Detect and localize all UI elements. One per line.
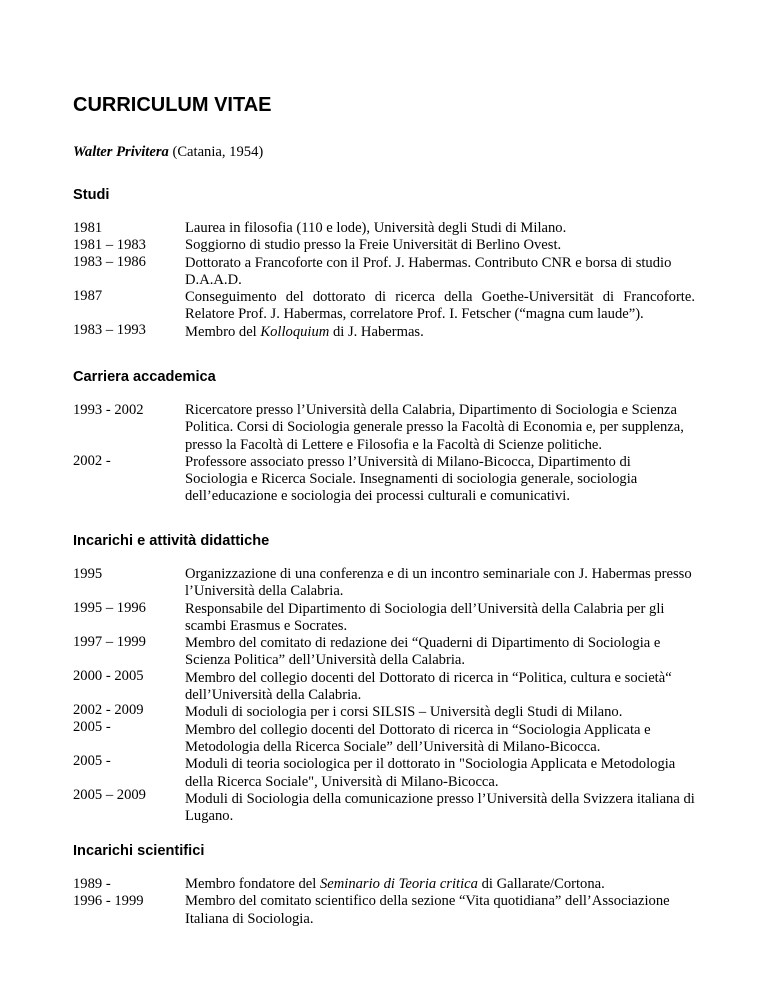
didattiche-entry: Moduli di Sociologia della comunicazione presso l’Università della Svizzera italiana di Lugano. xyxy=(185,790,695,825)
section-heading-incarichi-scientifici: Incarichi scientifici xyxy=(73,843,205,859)
didattiche-date: 2005 - xyxy=(73,753,111,769)
section-heading-carriera: Carriera accademica xyxy=(73,369,216,385)
didattiche-date: 2005 – 2009 xyxy=(73,787,146,803)
didattiche-entry: Moduli di sociologia per i corsi SILSIS – Università degli Studi di Milano. xyxy=(185,704,623,721)
didattiche-entry: Membro del collegio docenti del Dottorato di ricerca in “Politica, cultura e società“ dell’Università della Calabria. xyxy=(185,669,672,704)
studi-entry: Laurea in filosofia (110 e lode), Università degli Studi di Milano. xyxy=(185,220,567,236)
didattiche-entries xyxy=(185,566,695,825)
studi-date: 1987 xyxy=(73,288,103,304)
didattiche-date: 2002 - 2009 xyxy=(73,702,144,718)
studi-date: 1983 – 1993 xyxy=(73,322,146,338)
entry-text: di Gallarate/Cortona. xyxy=(477,876,605,892)
studi-entry: Dottorato a Francoforte con il Prof. J. Habermas. Contributo CNR e borsa di studio D.A.A.D. xyxy=(185,254,672,288)
scientifici-date: 1996 - 1999 xyxy=(73,893,144,909)
section-heading-studi: Studi xyxy=(73,187,110,203)
entry-italic-text: Seminario di Teoria critica xyxy=(319,876,478,892)
carriera-date: 1993 - 2002 xyxy=(73,402,144,418)
studi-entry xyxy=(185,324,695,341)
author-name: Walter Privitera xyxy=(73,144,169,160)
scientifici-entry: Membro del comitato scientifico della sezione “Vita quotidiana” dell’Associazione Italiana di Sociologia. xyxy=(185,893,670,927)
didattiche-entry: Organizzazione di una conferenza e di un incontro seminariale con J. Habermas presso l’Università della Calabria. xyxy=(185,566,692,600)
document-title: CURRICULUM VITAE xyxy=(73,94,272,116)
studi-date: 1983 – 1986 xyxy=(73,254,146,270)
didattiche-entry: Membro del collegio docenti del Dottorato di ricerca in “Sociologia Applicata e Metodologia della Ricerca Sociale” dell’Università di Milano-Bicocca. xyxy=(185,721,651,755)
entry-text: Membro del xyxy=(185,323,261,340)
carriera-entry: Ricercatore presso l’Università della Calabria, Dipartimento di Sociologia e Scienza Politica. Corsi di Sociologia generale presso la Facoltà di Economia e, per supplenza, presso la Facoltà di Lettere e Filosofia e la Facoltà di Scienze politiche. xyxy=(185,402,684,453)
didattiche-date: 1997 – 1999 xyxy=(73,634,146,650)
entry-text: Membro fondatore del xyxy=(185,876,320,892)
studi-entry: Conseguimento del dottorato di ricerca della Goethe-Universität di Francoforte. Relatore Prof. J. Habermas, correlatore Prof. I. Fetscher (“magna cum laude”). xyxy=(185,289,695,323)
didattiche-date: 2000 - 2005 xyxy=(73,668,144,684)
didattiche-entry: Responsabile del Dipartimento di Sociologia dell’Università della Calabria per gli scambi Erasmus e Socrates. xyxy=(185,600,665,634)
carriera-date: 2002 - xyxy=(73,453,111,469)
scientifici-date: 1989 - xyxy=(73,876,111,892)
studi-entries xyxy=(185,220,695,341)
author-details: (Catania, 1954) xyxy=(172,144,264,160)
didattiche-date: 2005 - xyxy=(73,719,111,735)
scientifici-entry xyxy=(185,876,695,893)
section-heading-incarichi-didattiche: Incarichi e attività didattiche xyxy=(73,533,270,549)
entry-italic-text: Kolloquium xyxy=(260,323,330,340)
studi-date: 1981 – 1983 xyxy=(73,237,146,253)
entry-text: di J. Habermas. xyxy=(329,323,424,340)
studi-date: 1981 xyxy=(73,220,103,236)
studi-entry: Soggiorno di studio presso la Freie Universität di Berlino Ovest. xyxy=(185,237,562,254)
didattiche-entry: Membro del comitato di redazione dei “Quaderni di Dipartimento di Sociologia e Scienza Politica” dell’Università della Calabria. xyxy=(185,635,661,669)
author-line xyxy=(73,144,263,161)
carriera-entry: Professore associato presso l’Università di Milano-Bicocca, Dipartimento di Sociologia e Ricerca Sociale. Insegnamenti di sociologia generale, sociologia dell’educazione e sociologia dei processi culturali e comunicativi. xyxy=(185,453,638,505)
carriera-entries xyxy=(185,402,695,506)
didattiche-entry: Moduli di teoria sociologica per il dottorato in "Sociologia Applicata e Metodologia della Ricerca Sociale", Università di Milano-Bicocca. xyxy=(185,756,676,790)
didattiche-date: 1995 – 1996 xyxy=(73,600,146,616)
scientifici-entries xyxy=(185,876,695,928)
didattiche-date: 1995 xyxy=(73,566,103,582)
